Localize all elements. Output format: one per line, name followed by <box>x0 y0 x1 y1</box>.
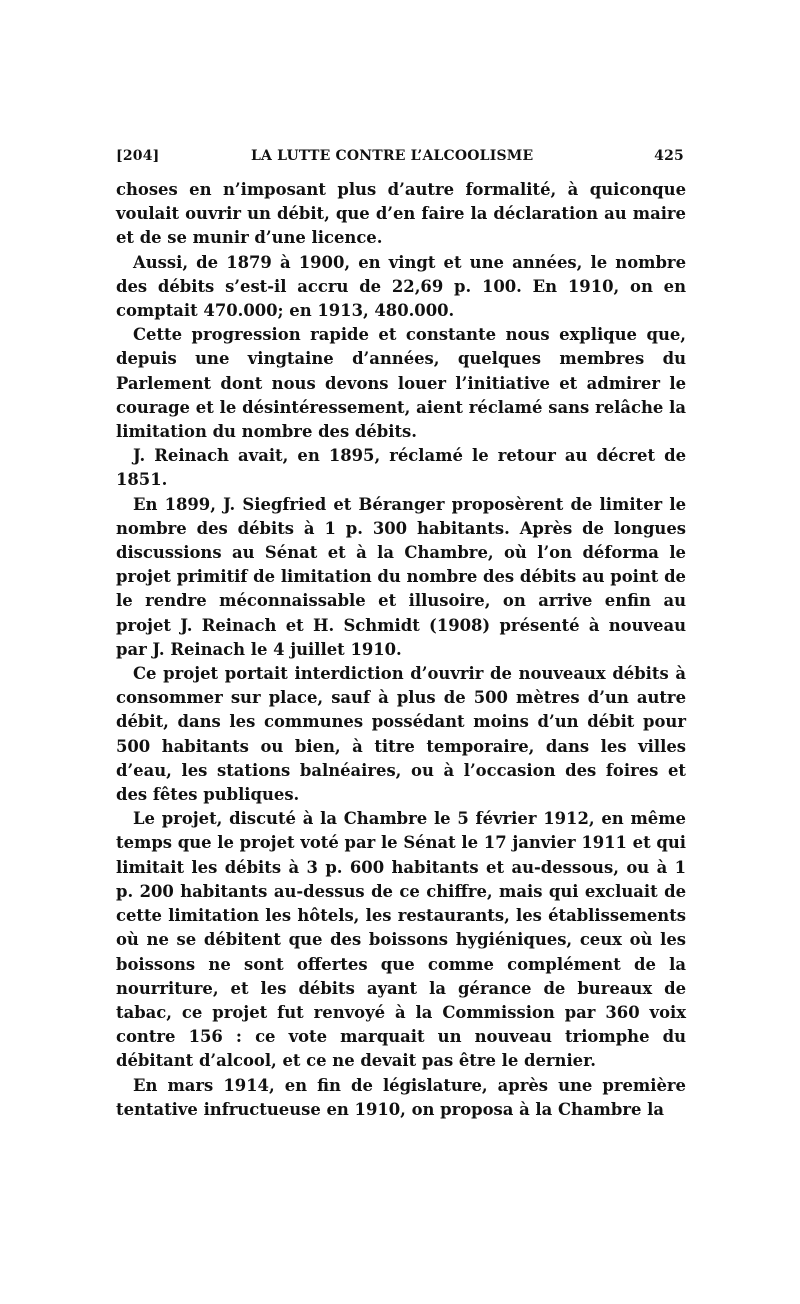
running-header <box>116 140 686 168</box>
body-text <box>116 178 686 1122</box>
paragraph-projet-1912: Le projet, discuté à la Chambre le 5 février 1912, en même temps que le projet voté par le Sénat le 17 janvier 1911 et qui limitait les débits à 3 p. 600 habitants et au-dessous, ou à 1 p. 200 habitants au-dessus de ce chiffre, mais qui excluait de cette limitation les hôtels, les restaurants, les établissements où ne se débitent que des boissons hygiéniques, ceux où les boissons ne sont offertes que comme complément de la nourriture, et les débits ayant la gérance de bureaux de tabac, ce projet fut renvoyé à la Commission par 360 voix contre 156 : ce vote marquait un nouveau triomphe du débitant d’alcool, et ce ne devait pas être le dernier. <box>116 809 686 1071</box>
paragraph-reinach-1895: J. Reinach avait, en 1895, réclamé le retour au décret de 1851. <box>116 446 686 490</box>
paragraph-siegfried-1899: En 1899, J. Siegfried et Béranger proposèrent de limiter le nombre des débits à 1 p. 300 habitants. Après de longues discussions au Sénat et à la Chambre, où l’on déforma le projet primitif de limitation du nombre des débits au point de le rendre méconnaissable et illusoire, on arrive enfin au projet J. Reinach et H. Schmidt (1908) présenté à nouveau par J. Reinach le 4 juillet 1910. <box>116 494 686 659</box>
paragraph-progression: Cette progression rapide et constante nous explique que, depuis une vingtaine d’années, quelques membres du Parlement dont nous devons louer l’initiative et admirer le courage et le désintéressement, aient réclamé sans relâche la limitation du nombre des débits. <box>116 325 686 442</box>
paragraph-continuation: choses en n’imposant plus d’autre formalité, à quiconque voulait ouvrir un débit, que d’en faire la déclaration au maire et de se munir d’une licence. <box>116 180 686 248</box>
running-title: LA LUTTE CONTRE L’ALCOOLISME <box>251 148 534 164</box>
section-reference: [204] <box>116 148 160 164</box>
book-page <box>116 140 686 1122</box>
paragraph-projet-interdiction: Ce projet portait interdiction d’ouvrir de nouveaux débits à consommer sur place, sauf à plus de 500 mètres d’un autre débit, dans les communes possédant moins d’un débit pour 500 habitants ou bien, à titre temporaire, dans les villes d’eau, les stations balnéaires, ou à l’occasion des foires et des fêtes publiques. <box>116 664 686 805</box>
page-number: 425 <box>654 148 684 164</box>
paragraph-debits-count: Aussi, de 1879 à 1900, en vingt et une années, le nombre des débits s’est-il accru de 22,69 p. 100. En 1910, on en comptait 470.000; en 1913, 480.000. <box>116 252 686 321</box>
paragraph-mars-1914: En mars 1914, en fin de législature, après une première tentative infructueuse en 1910, on proposa à la Chambre la <box>116 1075 686 1119</box>
